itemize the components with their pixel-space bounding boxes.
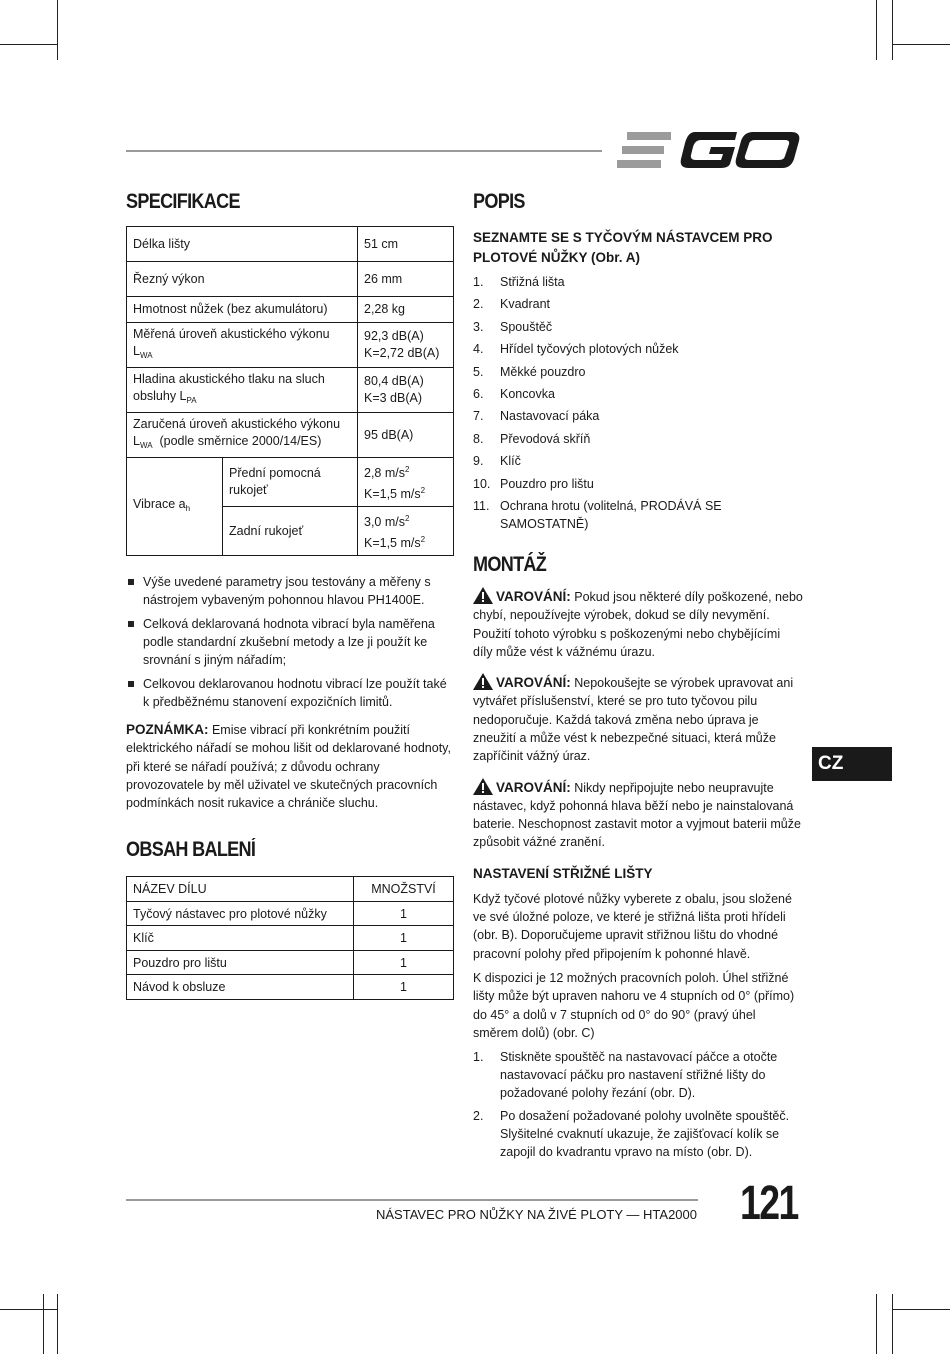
table-row: [127, 413, 454, 458]
left-column: [126, 190, 454, 1000]
list-item: Celkovou deklarovanou hodnotu vibrací lze použít také k předběžnému stanovení expozičních limitů.: [126, 675, 454, 711]
item-name: Pouzdro pro lištu: [127, 950, 354, 975]
crop-mark: [892, 1294, 893, 1354]
list-item: 5. Měkké pouzdro: [473, 364, 586, 379]
mounting-title: MONTÁŽ: [473, 552, 547, 576]
page-number: 121: [740, 1177, 798, 1230]
description-subtitle: SEZNAMTE SE S TYČOVÝM NÁSTAVCEM PRO PLOTOVÉ NŮŽKY (Obr. A): [473, 230, 773, 265]
table-row: [127, 368, 454, 413]
spec-label: Hladina akustického tlaku na sluch obsluhy $L_{PA}$: [127, 368, 358, 413]
table-header: [127, 877, 454, 902]
spec-label: Vibrace $a_h$: [127, 458, 223, 556]
language-tab: CZ: [812, 747, 892, 781]
spec-value: 26 mm: [358, 262, 454, 297]
crop-mark: [893, 44, 950, 45]
warning-icon: [473, 587, 493, 604]
column-header-qty: MNOŽSTVÍ: [354, 877, 454, 902]
spec-table: [126, 226, 454, 556]
spec-notes: [126, 573, 454, 711]
footer-rule: [126, 1199, 698, 1201]
spec-sublabel: Zadní rukojeť: [223, 507, 358, 556]
spec-value: 2,28 kg: [358, 297, 454, 323]
footer-title: NÁSTAVEC PRO NŮŽKY NA ŽIVÉ PLOTY — HTA2000: [375, 1207, 697, 1222]
list-item: 4. Hřídel tyčových plotových nůžek: [473, 342, 679, 357]
table-row: [127, 227, 454, 262]
spec-label: Zaručená úroveň akustického výkonu $L_{WA}$ (podle směrnice 2000/14/ES): [127, 413, 358, 458]
item-qty: 1: [354, 901, 454, 926]
warning-icon: [473, 673, 493, 690]
item-name: Návod k obsluze: [127, 975, 354, 1000]
warning-paragraph: VAROVÁNÍ: Nikdy nepřipojujte nebo neupravujte nástavec, když pohonná hlava běží nebo je nainstalovaná baterie. Neschopnost zastavit motor a vyjmout baterii může způsobit vážné zranění.: [473, 779, 801, 850]
spec-label: Řezný výkon: [127, 262, 358, 297]
spec-value: 2,8 $m/s^2$ K=1,5 $m/s^2$: [358, 458, 454, 507]
table-row: [127, 950, 454, 975]
list-item: 3. Spouštěč: [473, 319, 553, 334]
spec-sublabel: Přední pomocná rukojeť: [223, 458, 358, 507]
spec-value: 92,3 dB(A) K=2,72 dB(A): [358, 323, 454, 368]
list-item: 10. Pouzdro pro lištu: [473, 476, 594, 491]
warning-paragraph: VAROVÁNÍ: Nepokoušejte se výrobek upravovat ani vytvářet příslušenství, které se pro tuto tyčovou pilu nedoporučuje. Každá taková změna nebo úprava je zneužití a může vést k nebezpečné situaci, která může zapříčinit vážný úraz.: [473, 675, 794, 764]
crop-mark: [57, 1294, 58, 1354]
column-header-name: NÁZEV DÍLU: [127, 877, 354, 902]
item-qty: 1: [354, 950, 454, 975]
box-contents-table: [126, 876, 454, 1000]
adjust-paragraph: Když tyčové plotové nůžky vyberete z obalu, jsou složené ve své úložné poloze, ve které je střižná lišta proti hřídeli (obr. B). Doporučujeme upravit střižnou lištu do vhodné pracovní polohy před připojením k pohonné hlavě.: [473, 891, 792, 961]
crop-mark: [893, 1309, 950, 1310]
note-paragraph: POZNÁMKA: Emise vibrací při konkrétním použití elektrického nářadí se mohou lišit od deklarované hodnoty, při které se nářadí používá; z důvodu ochrany provozovatele by měl uživatel ve skutečných pracovních podmínkách nosit rukavice a chrániče sluchu.: [126, 722, 451, 811]
crop-mark: [57, 0, 58, 60]
list-item: Celková deklarovaná hodnota vibrací byla naměřena podle standardní zkušební metody a lze ji použít ke srovnání s jiným nářadím;: [126, 615, 454, 669]
crop-mark: [0, 44, 57, 45]
list-item: 8. Převodová skříň: [473, 431, 591, 446]
table-row: [127, 901, 454, 926]
spec-label: Hmotnost nůžek (bez akumulátoru): [127, 297, 358, 323]
adjust-paragraph: K dispozici je 12 možných pracovních poloh. Úhel střižné lišty může být upraven nahoru ve 4 stupních od 0° (přímo) do 45° a dolů v 7 stupních od 0° do 90° (pravý úhel směrem dolů) (obr. C): [473, 970, 795, 1040]
table-row: [127, 926, 454, 951]
spec-title: SPECIFIKACE: [126, 190, 240, 213]
table-row: [127, 975, 454, 1000]
table-row: [127, 262, 454, 297]
list-item: 7. Nastavovací páka: [473, 409, 600, 424]
spec-label: Měřená úroveň akustického výkonu $L_{WA}$: [127, 323, 358, 368]
spec-value: 80,4 dB(A) K=3 dB(A): [358, 368, 454, 413]
adjust-title: NASTAVENÍ STŘIŽNÉ LIŠTY: [473, 865, 653, 881]
spec-label: Délka lišty: [127, 227, 358, 262]
header-rule: [126, 150, 602, 152]
crop-mark: [876, 1294, 877, 1354]
item-name: Tyčový nástavec pro plotové nůžky: [127, 901, 354, 926]
steps-list: [473, 1048, 803, 1161]
list-item: 2. Kvadrant: [473, 297, 551, 312]
crop-mark: [892, 0, 893, 60]
list-item: Výše uvedené parametry jsou testovány a měřeny s nástrojem vybaveným pohonnou hlavou PH1400E.: [126, 573, 454, 609]
item-qty: 1: [354, 975, 454, 1000]
parts-list: [473, 273, 803, 533]
spec-value: 95 dB(A): [358, 413, 454, 458]
list-item: 1. Stiskněte spouštěč na nastavovací páčce a otočte nastavovací páčku pro nastavení střižné lišty do požadované polohy řezání (obr. D).: [473, 1050, 778, 1101]
spec-value: 51 cm: [358, 227, 454, 262]
warning-icon: [473, 778, 493, 795]
table-row: [127, 458, 454, 507]
table-row: [127, 297, 454, 323]
warning-paragraph: VAROVÁNÍ: Pokud jsou některé díly poškozené, nebo chybí, nepoužívejte výrobek, dokud se díly nevymění. Použití tohoto výrobku s poškozenými nebo chybějícími díly může vést k vážnému úrazu.: [473, 588, 803, 659]
crop-mark: [876, 0, 877, 60]
box-title: OBSAH BALENÍ: [126, 838, 256, 862]
list-item: 11. Ochrana hrotu (volitelná, PRODÁVÁ SE SAMOSTATNĚ): [473, 498, 722, 531]
table-row: [127, 323, 454, 368]
ego-logo: [617, 129, 800, 171]
list-item: 9. Klíč: [473, 454, 521, 469]
list-item: 6. Koncovka: [473, 386, 555, 401]
crop-mark: [43, 1294, 44, 1354]
item-qty: 1: [354, 926, 454, 951]
right-column: [473, 190, 803, 1161]
list-item: 1. Střižná lišta: [473, 275, 565, 289]
crop-mark: [0, 1309, 57, 1310]
description-title: POPIS: [473, 190, 525, 213]
spec-value: 3,0 $m/s^2$ K=1,5 $m/s^2$: [358, 507, 454, 556]
item-name: Klíč: [127, 926, 354, 951]
list-item: 2. Po dosažení požadované polohy uvolněte spouštěč. Slyšitelné cvaknutí ukazuje, že zajišťovací kolík se zapojil do kvadrantu vpravo na místo (obr. D).: [473, 1109, 790, 1160]
